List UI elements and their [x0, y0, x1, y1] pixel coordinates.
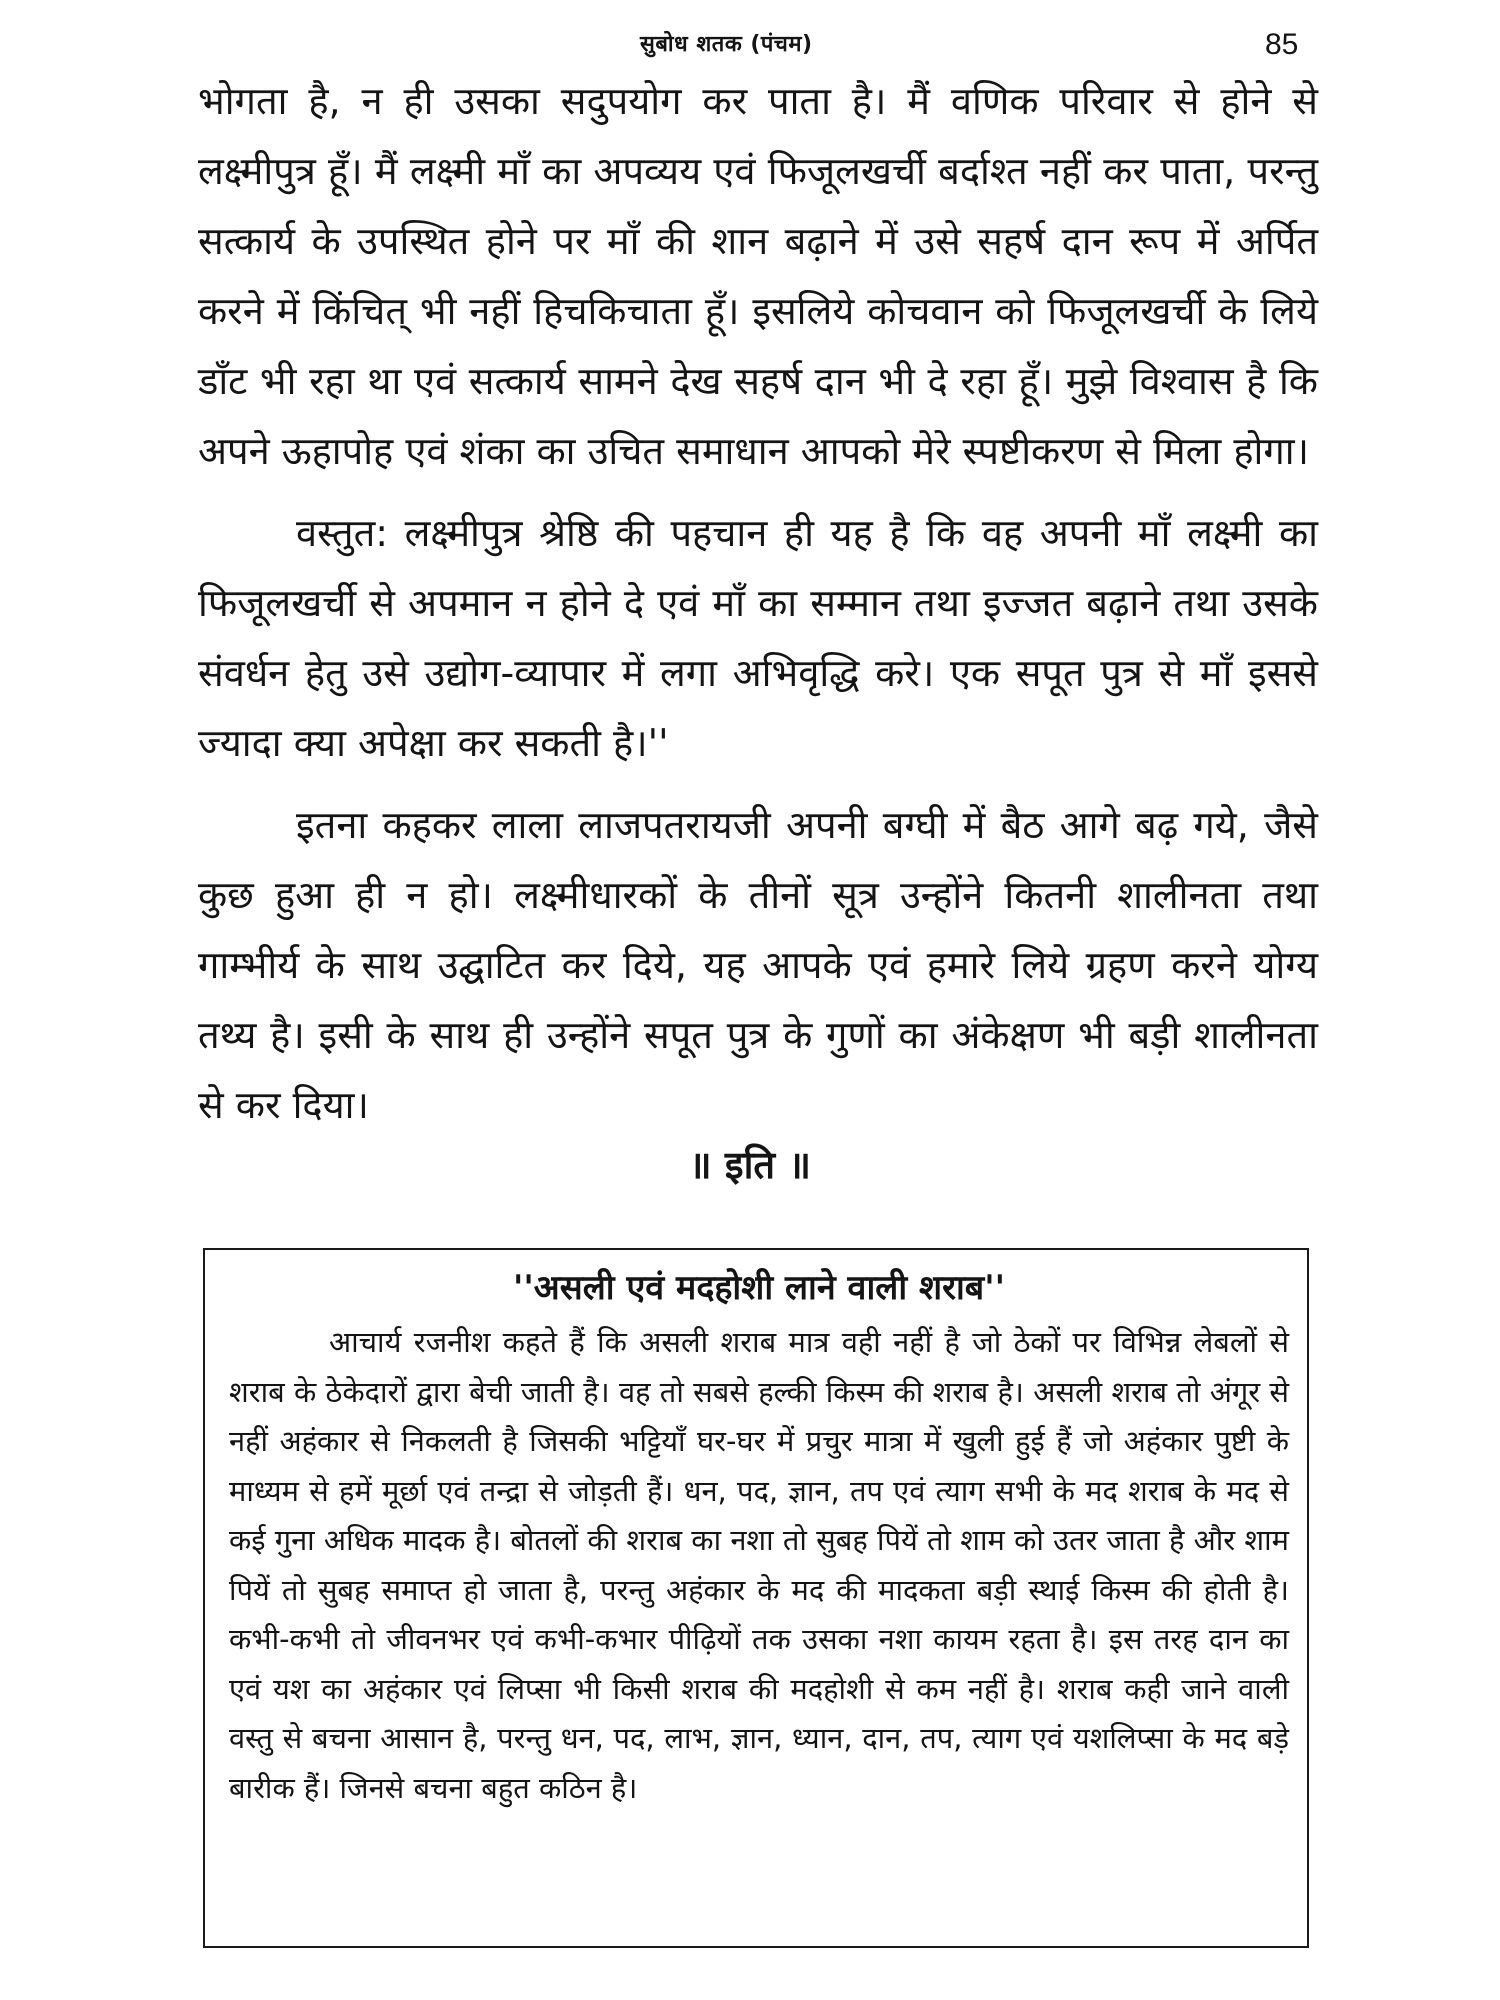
- body-text: [198, 66, 1318, 1152]
- running-head: सुबोध शतक (पंचम): [640, 32, 813, 57]
- box-title: ''असली एवं मदहोशी लाने वाली शराब'': [512, 1268, 1006, 1308]
- end-mark: ॥ इति ॥: [688, 1143, 812, 1187]
- quote-box: [203, 1248, 1309, 1948]
- paragraph-1: भोगता है, न ही उसका सदुपयोग कर पाता है। मैं वणिक परिवार से होने से लक्ष्मीपुत्र हूँ। मैं लक्ष्मी माँ का अपव्यय एवं फिजूलखर्ची बर्दाश्त नहीं कर पाता, परन्तु सत्कार्य के उपस्थित होने पर माँ की शान बढ़ाने में उसे सहर्ष दान रूप में अर्पित करने में किंचित् भी नहीं हिचकिचाता हूँ। इसलिये कोचवान को फिजूलखर्ची के लिये डाँट भी रहा था एवं सत्कार्य सामने देख सहर्ष दान भी दे रहा हूँ। मुझे विश्वास है कि अपने ऊहापोह एवं शंका का उचित समाधान आपको मेरे स्पष्टीकरण से मिला होगा।: [198, 79, 1318, 473]
- paragraph-3: इतना कहकर लाला लाजपतरायजी अपनी बग्घी में बैठ आगे बढ़ गये, जैसे कुछ हुआ ही न हो। लक्ष्मीधारकों के तीनों सूत्र उन्होंने कितनी शालीनता तथा गाम्भीर्य के साथ उद्घाटित कर दिये, यह आपके एवं हमारे लिये ग्रहण करने योग्य तथ्य है। इसी के साथ ही उन्होंने सपूत पुत्र के गुणों का अंकेक्षण भी बड़ी शालीनता से कर दिया।: [198, 803, 1318, 1127]
- box-paragraph: आचार्य रजनीश कहते हैं कि असली शराब मात्र वही नहीं है जो ठेकों पर विभिन्न लेबलों से शराब के ठेकेदारों द्वारा बेची जाती है। वह तो सबसे हल्की किस्म की शराब है। असली शराब तो अंगूर से नहीं अहंकार से निकलती है जिसकी भट्टियाँ घर-घर में प्रचुर मात्रा में खुली हुई हैं जो अहंकार पुष्टी के माध्यम से हमें मूर्छा एवं तन्द्रा से जोड़ती हैं। धन, पद, ज्ञान, तप एवं त्याग सभी के मद शराब के मद से कई गुना अधिक मादक है। बोतलों की शराब का नशा तो सुबह पियें तो शाम को उतर जाता है और शाम पियें तो सुबह समाप्त हो जाता है, परन्तु अहंकार के मद की मादकता बड़ी स्थाई किस्म की होती है। कभी-कभी तो जीवनभर एवं कभी-कभार पीढ़ियों तक उसका नशा कायम रहता है। इस तरह दान का एवं यश का अहंकार एवं लिप्सा भी किसी शराब की मदहोशी से कम नहीं है। शराब कही जाने वाली वस्तु से बचना आसान है, परन्तु धन, पद, लाभ, ज्ञान, ध्यान, दान, तप, त्याग एवं यशलिप्सा के मद बड़े बारीक हैं। जिनसे बचना बहुत कठिन है।: [229, 1325, 1289, 1805]
- paragraph-2: वस्तुत: लक्ष्मीपुत्र श्रेष्ठि की पहचान ही यह है कि वह अपनी माँ लक्ष्मी का फिजूलखर्ची से अपमान न होने दे एवं माँ का सम्मान तथा इज्जत बढ़ाने तथा उसके संवर्धन हेतु उसे उद्योग-व्यापार में लगा अभिवृद्धि करे। एक सपूत पुत्र से माँ इससे ज्यादा क्या अपेक्षा कर सकती है।'': [198, 511, 1318, 765]
- page-number: 85: [1265, 28, 1299, 61]
